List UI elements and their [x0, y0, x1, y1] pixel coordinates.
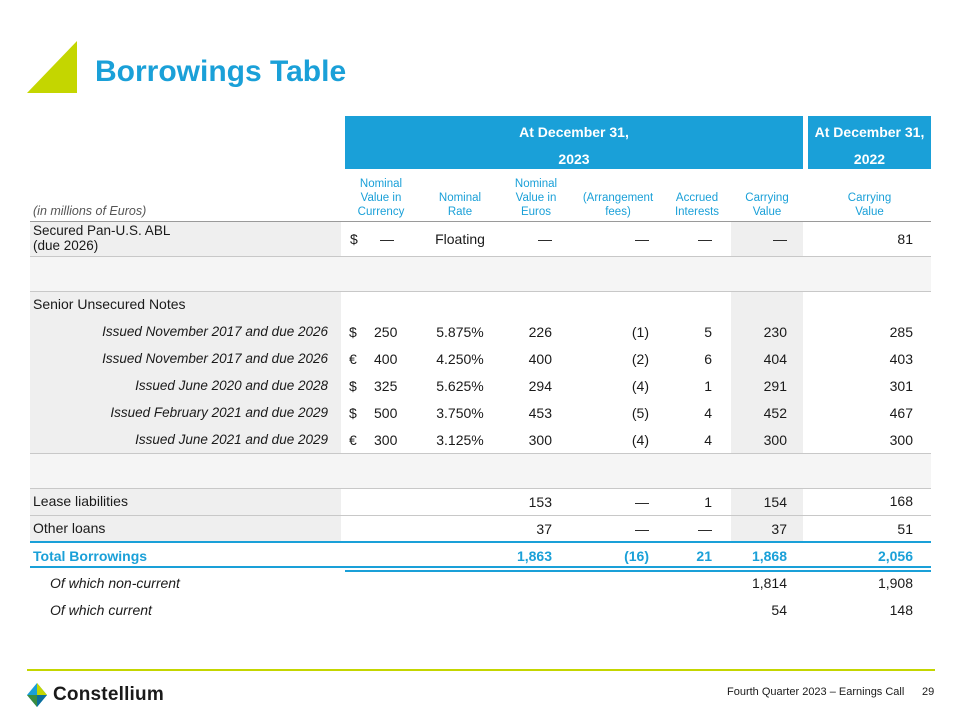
note-carrying-2022: 403: [889, 351, 913, 367]
note-currency-symbol: $: [349, 378, 357, 394]
total-carrying-2023: 1,868: [751, 548, 787, 564]
note-nominal-rate: 3.750%: [436, 405, 484, 421]
row-divider: [30, 221, 931, 222]
total-arrangement-fees: (16): [624, 548, 649, 564]
footer-divider: [27, 669, 935, 671]
lease-arrangement-fees: —: [635, 494, 649, 510]
note-nominal-rate: 4.250%: [436, 351, 484, 367]
brand-logo: [27, 681, 164, 709]
note-nominal-rate: 5.875%: [436, 324, 484, 340]
abl-carrying-2022: 81: [897, 231, 913, 247]
col-header-nominal-value-currency: Nominal Value in Currency: [357, 178, 405, 218]
abl-carrying-2023: —: [773, 231, 787, 247]
lease-label: Lease liabilities: [33, 493, 128, 509]
abl-arrangement-fees: —: [635, 231, 649, 247]
lease-accrued-interests: 1: [704, 494, 712, 510]
row-label-abl: Secured Pan-U.S. ABL (due 2026): [33, 223, 171, 253]
note-accrued-interests: 5: [704, 324, 712, 340]
abl-nominal-euros: —: [538, 231, 552, 247]
total-bottom-rule-double: [345, 570, 931, 572]
note-nominal-currency: 500: [374, 405, 398, 421]
constellium-mark-icon: [27, 683, 47, 707]
col-header-nominal-rate: Nominal Rate: [438, 192, 482, 218]
col-header-nominal-value-euros: Nominal Value in Euros: [514, 178, 558, 218]
noncurrent-carrying-2023: 1,814: [751, 575, 787, 591]
note-arrangement-fees: (5): [631, 405, 649, 421]
note-label: Issued November 2017 and due 2026: [102, 324, 328, 339]
note-label: Issued June 2020 and due 2028: [135, 378, 328, 393]
note-nominal-rate: 3.125%: [436, 432, 484, 448]
total-carrying-2022: 2,056: [877, 548, 913, 564]
total-accrued-interests: 21: [696, 548, 712, 564]
row-divider: [30, 256, 931, 257]
other-arrangement-fees: —: [635, 521, 649, 537]
noncurrent-label: Of which non-current: [50, 575, 180, 591]
note-nominal-rate: 5.625%: [436, 378, 484, 394]
blank-row-1: [30, 257, 931, 292]
page-number: 29: [922, 686, 935, 698]
note-carrying-2022: 467: [889, 405, 913, 421]
row-divider: [30, 488, 931, 489]
row-divider: [30, 453, 931, 454]
note-accrued-interests: 4: [704, 432, 712, 448]
header-2023-group: At December 31,: [519, 124, 629, 140]
current-carrying-2023: 54: [771, 602, 787, 618]
note-nominal-currency: 325: [374, 378, 398, 394]
note-carrying-2022: 300: [889, 432, 913, 448]
note-carrying-2023: 291: [763, 378, 787, 394]
other-carrying-2023: 37: [771, 521, 787, 537]
units-label: (in millions of Euros): [33, 204, 147, 218]
note-nominal-currency: 400: [374, 351, 398, 367]
note-currency-symbol: €: [349, 432, 357, 448]
page-title: Borrowings Table: [95, 55, 347, 88]
col-header-carrying-value-2023: Carrying Value: [745, 192, 789, 218]
abl-nominal-rate: Floating: [435, 231, 485, 247]
header-2022-group: At December 31,: [814, 124, 925, 140]
note-label: Issued June 2021 and due 2029: [135, 432, 328, 447]
other-nominal-euros: 37: [536, 521, 552, 537]
lease-carrying-2022: 168: [889, 493, 913, 509]
col-header-arrangement-fees: (Arrangement fees): [582, 192, 654, 218]
note-nominal-euros: 400: [528, 351, 552, 367]
header-2023-year: 2023: [558, 151, 590, 167]
blank-row-2: [30, 453, 931, 488]
note-arrangement-fees: (4): [631, 378, 649, 394]
note-nominal-euros: 300: [528, 432, 552, 448]
note-nominal-euros: 453: [528, 405, 552, 421]
note-accrued-interests: 4: [704, 405, 712, 421]
note-carrying-2023: 404: [763, 351, 787, 367]
col-header-carrying-value-2022: Carrying Value: [847, 192, 892, 218]
note-accrued-interests: 1: [704, 378, 712, 394]
lease-carrying-2023: 154: [763, 494, 787, 510]
note-carrying-2022: 285: [889, 324, 913, 340]
corner-triangle-logo: [27, 41, 77, 93]
note-label: Issued February 2021 and due 2029: [110, 405, 328, 420]
abl-currency-symbol: $: [350, 231, 358, 247]
row-divider: [30, 515, 931, 516]
current-carrying-2022: 148: [889, 602, 913, 618]
note-carrying-2023: 230: [763, 324, 787, 340]
note-currency-symbol: €: [349, 351, 357, 367]
note-nominal-currency: 250: [374, 324, 398, 340]
current-label: Of which current: [50, 602, 152, 618]
col-header-accrued-interests: Accrued Interests: [674, 192, 720, 218]
header-2022-year: 2022: [853, 151, 886, 167]
total-label: Total Borrowings: [33, 548, 148, 564]
note-label: Issued November 2017 and due 2026: [102, 351, 328, 366]
note-arrangement-fees: (2): [631, 351, 649, 367]
other-carrying-2022: 51: [897, 521, 913, 537]
note-carrying-2022: 301: [889, 378, 913, 394]
footer-event: Fourth Quarter 2023 – Earnings Call: [727, 686, 905, 698]
note-carrying-2023: 300: [763, 432, 787, 448]
total-bottom-rule: [30, 566, 931, 568]
total-top-rule: [30, 541, 931, 543]
note-nominal-currency: 300: [374, 432, 398, 448]
note-carrying-2023: 452: [763, 405, 787, 421]
note-accrued-interests: 6: [704, 351, 712, 367]
lease-nominal-euros: 153: [528, 494, 552, 510]
abl-nominal-currency: —: [380, 231, 394, 247]
note-arrangement-fees: (1): [631, 324, 649, 340]
abl-accrued-interests: —: [698, 231, 712, 247]
note-arrangement-fees: (4): [631, 432, 649, 448]
total-nominal-euros: 1,863: [516, 548, 552, 564]
other-accrued-interests: —: [698, 521, 712, 537]
brand-name: Constellium: [53, 684, 164, 705]
note-nominal-euros: 294: [528, 378, 552, 394]
senior-notes-label: Senior Unsecured Notes: [33, 296, 186, 312]
note-currency-symbol: $: [349, 405, 357, 421]
row-divider: [30, 291, 931, 292]
noncurrent-carrying-2022: 1,908: [877, 575, 913, 591]
note-currency-symbol: $: [349, 324, 357, 340]
other-loans-label: Other loans: [33, 520, 106, 536]
note-nominal-euros: 226: [528, 324, 552, 340]
